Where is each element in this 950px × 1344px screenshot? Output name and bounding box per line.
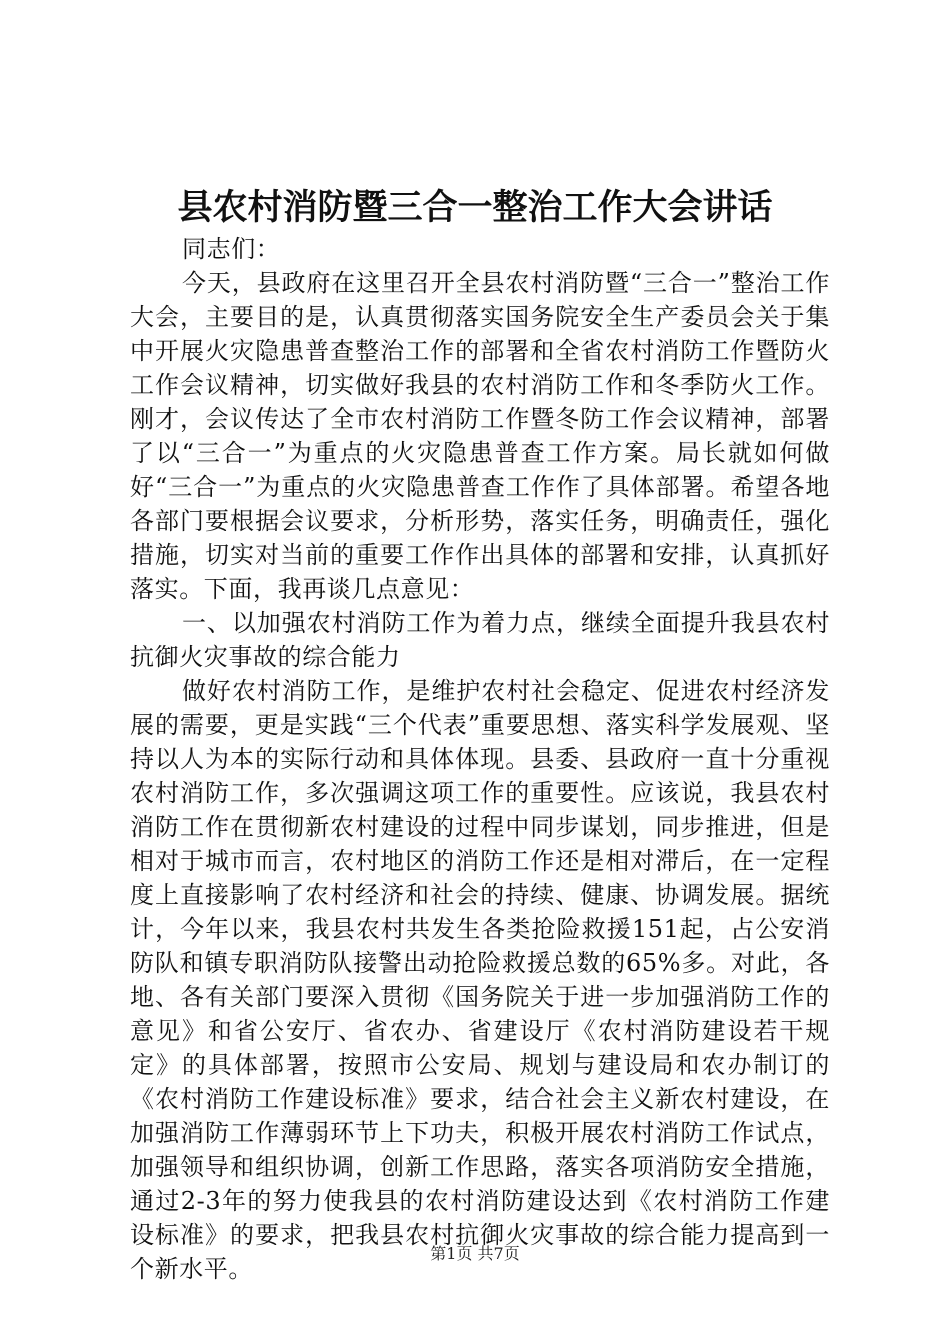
document-title: 县农村消防暨三合一整治工作大会讲话 [177, 187, 773, 228]
section-heading-paragraph: 一、以加强农村消防工作为着力点，继续全面提升我县农村抗御火灾事故的综合能力 [130, 609, 830, 671]
body-paragraph: 做好农村消防工作，是维护农村社会稳定、促进农村经济发展的需要，更是实践“三个代表”重要思想、落实科学发展观、坚持以人为本的实际行动和具体体现。县委、县政府一直十分重视农村消防工作，多次强调这项工作的重要性。应该说，我县农村消防工作在贯彻新农村建设的过程中同步谋划，同步推进，但是相对于城市而言，农村地区的消防工作还是相对滞后，在一定程度上直接影响了农村经济和社会的持续、健康、协调发展。据统计，今年以来，我县农村共发生各类抢险救援151起，占公安消防队和镇专职消防队接警出动抢险救援总数的65%多。对此，各地、各有关部门要深入贯彻《国务院关于进一步加强消防工作的意见》和省公安厅、省农办、省建设厅《农村消防建设若干规定》的具体部署，按照市公安局、规划与建设局和农办制订的《农村消防工作建设标准》要求，结合社会主义新农村建设，在加强消防工作薄弱环节上下功夫，积极开展农村消防工作试点，加强领导和组织协调，创新工作思路，落实各项消防安全措施，通过2-3年的努力使我县的农村消防建设达到《农村消防工作建设标准》的要求，把我县农村抗御火灾事故的综合能力提高到一个新水平。 [130, 677, 830, 1283]
page-number-footer: 第1页 共7页 [430, 1244, 520, 1263]
document-body [130, 232, 830, 1286]
salutation-paragraph: 同志们： [182, 235, 281, 263]
body-paragraph: 今天，县政府在这里召开全县农村消防暨“三合一”整治工作大会，主要目的是，认真贯彻落实国务院安全生产委员会关于集中开展火灾隐患普查整治工作的部署和全省农村消防工作暨防火工作会议精神，切实做好我县的农村消防工作和冬季防火工作。刚才，会议传达了全市农村消防工作暨冬防工作会议精神，部署了以“三合一”为重点的火灾隐患普查工作方案。局长就如何做好“三合一”为重点的火灾隐患普查工作作了具体部署。希望各地各部门要根据会议要求，分析形势，落实任务，明确责任，强化措施，切实对当前的重要工作作出具体的部署和安排，认真抓好落实。下面，我再谈几点意见： [130, 269, 830, 603]
